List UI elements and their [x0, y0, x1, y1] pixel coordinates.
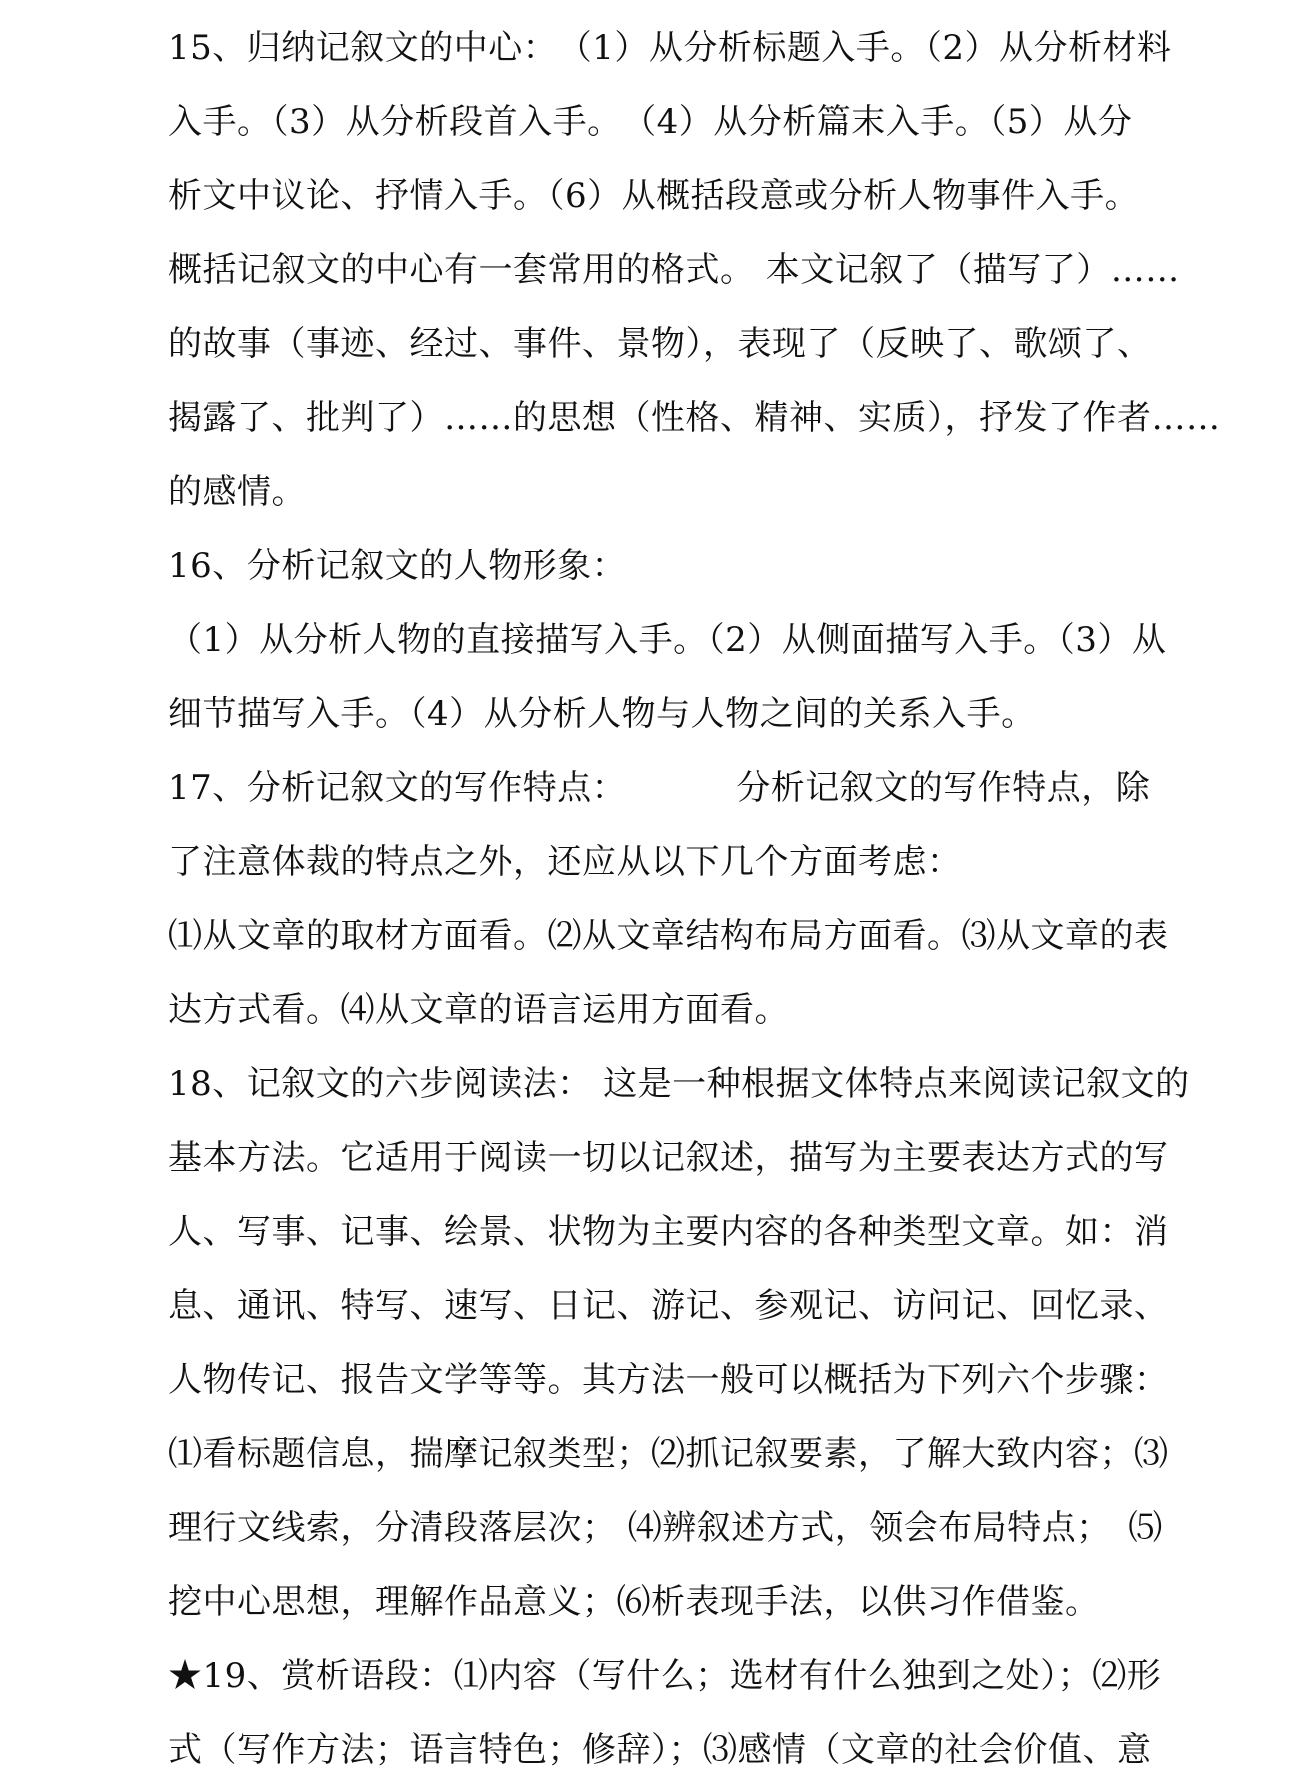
- text-line-6: 揭露了、批判了）……的思想（性格、精神、实质），抒发了作者……: [168, 398, 1221, 438]
- text-line-20: ⑴看标题信息，揣摩记叙类型；⑵抓记叙要素，了解大致内容；⑶: [168, 1434, 1169, 1474]
- text-line-9: （1）从分析人物的直接描写入手。（2）从侧面描写入手。（3）从: [168, 620, 1167, 660]
- section-17-intro: 分析记叙文的写作特点，除: [736, 768, 1151, 808]
- text-line-8: 16、分析记叙文的人物形象：: [168, 546, 627, 586]
- text-line-23: ★19、赏析语段：⑴内容（写什么；选材有什么独到之处）；⑵形: [168, 1656, 1162, 1696]
- text-line-24: 式（写作方法；语言特色；修辞）；⑶感情（文章的社会价值、意: [168, 1730, 1152, 1770]
- section-17-heading: 17、分析记叙文的写作特点：: [168, 768, 627, 808]
- text-line-15: 18、记叙文的六步阅读法： 这是一种根据文体特点来阅读记叙文的: [168, 1064, 1190, 1104]
- text-line-14: 达方式看。⑷从文章的语言运用方面看。: [168, 990, 789, 1030]
- text-line-3: 析文中议论、抒情入手。（6）从概括段意或分析人物事件入手。: [168, 176, 1140, 216]
- text-line-7: 的感情。: [168, 472, 306, 512]
- text-line-5: 的故事（事迹、经过、事件、景物），表现了（反映了、歌颂了、: [168, 324, 1152, 364]
- text-line-13: ⑴从文章的取材方面看。⑵从文章结构布局方面看。⑶从文章的表: [168, 916, 1169, 956]
- text-line-16: 基本方法。它适用于阅读一切以记叙述，描写为主要表达方式的写: [168, 1138, 1169, 1178]
- text-line-1: 15、归纳记叙文的中心： （1）从分析标题入手。（2）从分析材料: [168, 28, 1172, 68]
- text-line-21: 理行文线索，分清段落层次； ⑷辨叙述方式，领会布局特点； ⑸: [168, 1508, 1163, 1548]
- text-line-2: 入手。（3）从分析段首入手。 （4）从分析篇末入手。（5）从分: [168, 102, 1133, 142]
- text-line-4: 概括记叙文的中心有一套常用的格式。 本文记叙了（描写了）……: [168, 250, 1180, 290]
- text-line-17: 人、写事、记事、绘景、状物为主要内容的各种类型文章。如：消: [168, 1212, 1169, 1252]
- text-line-10: 细节描写入手。（4）从分析人物与人物之间的关系入手。: [168, 694, 1036, 734]
- text-line-11: [168, 751, 1151, 825]
- text-line-12: 了注意体裁的特点之外，还应从以下几个方面考虑：: [168, 842, 962, 882]
- text-line-19: 人物传记、报告文学等等。其方法一般可以概括为下列六个步骤：: [168, 1360, 1169, 1400]
- text-line-22: 挖中心思想，理解作品意义；⑹析表现手法，以供习作借鉴。: [168, 1582, 1100, 1622]
- text-line-18: 息、通讯、特写、速写、日记、游记、参观记、访问记、回忆录、: [168, 1286, 1169, 1326]
